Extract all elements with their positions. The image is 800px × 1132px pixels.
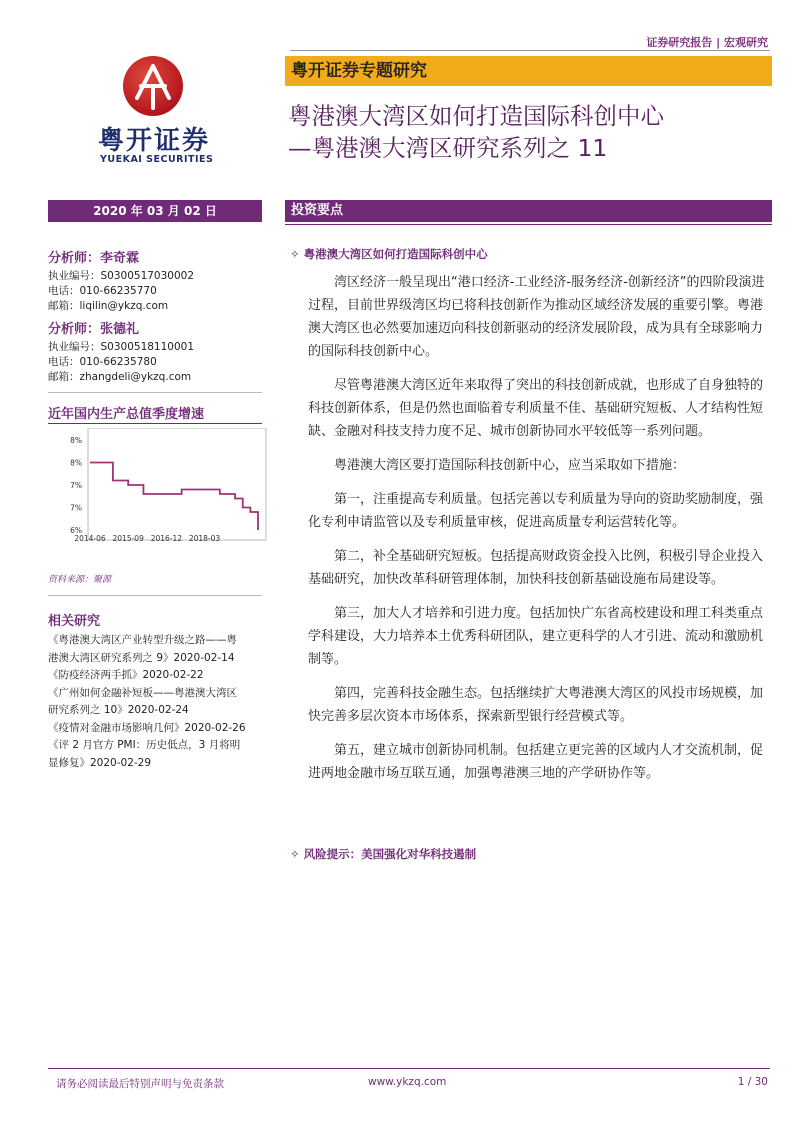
related-item[interactable]: 《防疫经济两手抓》2020-02-22 bbox=[48, 669, 204, 681]
related-item[interactable]: 《广州如何金融补短板——粤港澳大湾区 bbox=[48, 686, 237, 699]
series-line-gdp bbox=[90, 463, 258, 531]
series-label: 粤开证券专题研究 bbox=[285, 56, 772, 86]
y-tick-label: 6% bbox=[70, 526, 82, 535]
related-item[interactable]: 港澳大湾区研究系列之 9》2020-02-14 bbox=[48, 651, 235, 664]
body-paragraph: 粤港澳大湾区要打造国际科技创新中心，应当采取如下措施： bbox=[334, 458, 686, 473]
footer-page-number: 1 / 30 bbox=[737, 1076, 768, 1088]
related-research-heading: 相关研究 bbox=[48, 614, 101, 629]
analyst-cert: 执业编号：S0300517030002 bbox=[48, 270, 195, 282]
analyst-phone: 电话：010-66235770 bbox=[48, 285, 157, 297]
main-body bbox=[308, 271, 772, 785]
footer-disclaimer[interactable]: 请务必阅读最后特别声明与免责条款 bbox=[56, 1078, 224, 1090]
related-item[interactable]: 《评 2 月官方 PMI：历史低点，3 月将明 bbox=[48, 739, 241, 751]
logo-name-cn: 粤开证券 bbox=[98, 126, 211, 156]
body-paragraph: 第二，补全基础研究短板。包括提高财政资金投入比例，积极引导企业投入基础研究，加快改革科研管理体制，加快科技创新基础设施布局建设等。 bbox=[308, 549, 764, 587]
sidebar-divider bbox=[48, 392, 262, 393]
y-tick-label: 7% bbox=[70, 481, 82, 490]
y-tick-label: 7% bbox=[70, 503, 82, 513]
report-date: 2020 年 03 月 02 日 bbox=[48, 200, 262, 222]
body-paragraph: 第五，建立城市创新协同机制。包括建立更完善的区域内人才交流机制，促进两地金融市场互联互通，加强粤港澳三地的产学研协作等。 bbox=[308, 743, 764, 781]
chart-heading: 近年国内生产总值季度增速 bbox=[48, 407, 205, 422]
related-item[interactable]: 研究系列之 10》2020-02-24 bbox=[48, 704, 189, 716]
report-type-tag: 证券研究报告 | 宏观研究 bbox=[646, 36, 768, 49]
analyst-block-1 bbox=[48, 247, 262, 314]
related-item[interactable]: 《疫情对金融市场影响几何》2020-02-26 bbox=[48, 721, 246, 734]
body-paragraph: 第三，加大人才培养和引进力度。包括加快广东省高校建设和理工科类重点学科建设，大力培养本土优秀科研团队，建立更科学的人才引进、流动和激励机制等。 bbox=[308, 606, 764, 667]
body-paragraph: 第四，完善科技金融生态。包括继续扩大粤港澳大湾区的风投市场规模，加快完善多层次资本市场体系，探索新型银行经营模式等。 bbox=[308, 686, 764, 724]
analyst-cert: 执业编号：S0300518110001 bbox=[48, 341, 195, 353]
analyst-name: 分析师：张德礼 bbox=[48, 322, 140, 337]
title-line-1: 粤港澳大湾区如何打造国际科创中心 bbox=[288, 102, 664, 130]
x-tick-label: 2014-06 bbox=[74, 534, 106, 543]
footer-url[interactable]: www.ykzq.com bbox=[368, 1076, 447, 1088]
analyst-name: 分析师：李奇霖 bbox=[48, 251, 140, 266]
logo-emblem-icon bbox=[123, 56, 183, 116]
body-paragraph: 第一，注重提高专利质量。包括完善以专利质量为导向的资助奖励制度，强化专利申请监管以及专利质量审核，促进高质量专利运营转化等。 bbox=[308, 492, 764, 530]
analyst-email[interactable]: 邮箱：zhangdeli@ykzq.com bbox=[48, 371, 192, 383]
risk-warning-heading: ✧ 风险提示：美国强化对华科技遏制 bbox=[290, 847, 477, 861]
footer-divider bbox=[48, 1068, 770, 1069]
chart-heading-rule bbox=[48, 423, 262, 424]
related-item[interactable]: 《粤港澳大湾区产业转型升级之路——粤 bbox=[48, 634, 237, 646]
x-tick-label: 2016-12 bbox=[150, 534, 183, 543]
related-research-list bbox=[48, 632, 270, 772]
x-tick-label: 2015-09 bbox=[112, 534, 144, 543]
logo-name-en: YUEKAI SECURITIES bbox=[100, 154, 214, 165]
report-title bbox=[288, 100, 778, 164]
chart-frame bbox=[88, 428, 266, 540]
sidebar-divider bbox=[48, 595, 262, 596]
body-paragraph: 尽管粤港澳大湾区近年来取得了突出的科技创新成就，也形成了自身独特的科技创新体系，但是仍然也面临着专利质量不佳、基础研究短板、人才结构性短缺、金融对科技支持力度不足、城市创新协同水平较低等一系列问题。 bbox=[308, 378, 764, 439]
top-divider bbox=[290, 50, 770, 51]
section-heading-main: ✧ 粤港澳大湾区如何打造国际科创中心 bbox=[290, 247, 488, 261]
body-paragraph: 湾区经济一般呈现出“港口经济-工业经济-服务经济-创新经济”的四阶段演进过程，目前世界级湾区均已将科技创新作为推动区域经济发展的重要引擎。粤港澳大湾区也必然要加速迈向科技创新驱动的经济发展阶段，成为具有全球影响力的国际科技创新中心。 bbox=[308, 275, 765, 359]
title-line-2: —粤港澳大湾区研究系列之 11 bbox=[288, 134, 608, 162]
y-tick-label: 8% bbox=[70, 436, 82, 445]
related-item[interactable]: 显修复》2020-02-29 bbox=[48, 756, 152, 769]
analyst-email[interactable]: 邮箱：liqilin@ykzq.com bbox=[48, 300, 169, 312]
analyst-block-2 bbox=[48, 318, 262, 385]
company-logo bbox=[60, 56, 220, 166]
x-tick-label: 2018-03 bbox=[188, 534, 221, 543]
section-underline bbox=[285, 224, 772, 225]
analyst-phone: 电话：010-66235780 bbox=[48, 356, 157, 368]
chart-source: 资料来源：聚源 bbox=[48, 575, 112, 585]
gdp-growth-chart bbox=[48, 428, 268, 560]
y-tick-label: 8% bbox=[70, 458, 82, 468]
investment-highlights-heading: 投资要点 bbox=[285, 200, 772, 222]
